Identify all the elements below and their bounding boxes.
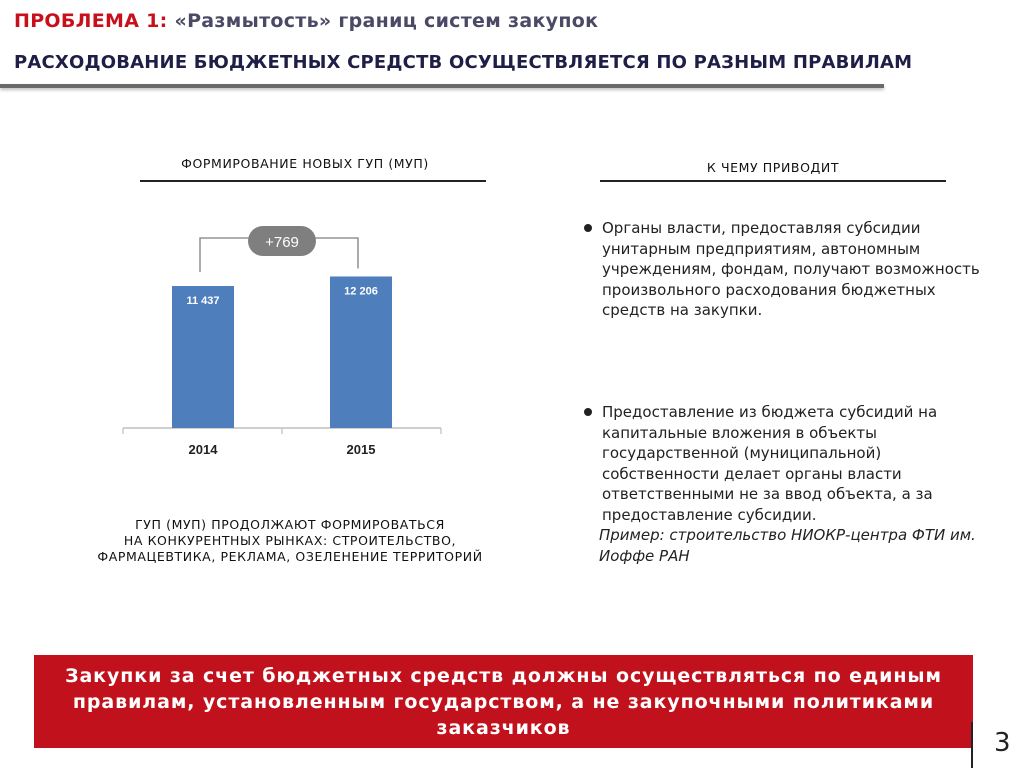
bar-value-label: 12 206 <box>344 285 378 298</box>
slide-title <box>14 10 598 32</box>
bar-2014 <box>172 286 234 428</box>
title-divider <box>0 84 884 88</box>
bullet-text-2: Предоставление из бюджета субсидий на капитальные вложения в объекты государственной (муниципальной) собственности делает органы власти ответственными не за ввод объекта, а за предоставление субсидии. <box>602 403 938 524</box>
category-label: 2015 <box>346 442 376 457</box>
problem-label: ПРОБЛЕМА 1: <box>14 10 168 32</box>
footer-divider <box>971 722 973 768</box>
bullet-item-1 <box>582 218 982 321</box>
bullet-icon <box>584 224 592 232</box>
category-label: 2014 <box>188 442 218 457</box>
slide-subtitle: РАСХОДОВАНИЕ БЮДЖЕТНЫХ СРЕДСТВ ОСУЩЕСТВЛЯЕТСЯ ПО РАЗНЫМ ПРАВИЛАМ <box>14 52 913 73</box>
bar-chart-svg <box>118 210 448 470</box>
right-section-heading: К ЧЕМУ ПРИВОДИТ <box>706 160 840 175</box>
problem-title: «Размытость» границ систем закупок <box>174 10 599 32</box>
bullet-item-2 <box>582 402 982 566</box>
left-section-rule <box>140 180 486 182</box>
bar-2015 <box>330 276 392 428</box>
bullet-icon <box>584 408 592 416</box>
bar-value-label: 11 437 <box>186 295 220 308</box>
example-text: Пример: строительство НИОКР-центра ФТИ им. Иоффе РАН <box>599 526 976 565</box>
conclusion-text: Закупки за счет бюджетных средств должны осуществляться по единым правилам, установленным государством, а не закупочными политиками заказчиков <box>65 664 942 739</box>
page-number: 3 <box>994 728 1011 758</box>
bar-chart <box>118 210 448 470</box>
left-section-note: ГУП (МУП) ПРОДОЛЖАЮТ ФОРМИРОВАТЬСЯ НА КОНКУРЕНТНЫХ РЫНКАХ: СТРОИТЕЛЬСТВО, ФАРМАЦЕВТИКА, РЕКЛАМА, ОЗЕЛЕНЕНИЕ ТЕРРИТОРИЙ <box>97 517 483 564</box>
conclusion-banner <box>34 655 973 748</box>
right-section-rule <box>600 180 946 182</box>
left-section-heading: ФОРМИРОВАНИЕ НОВЫХ ГУП (МУП) <box>181 156 429 171</box>
bullet-text-1: Органы власти, предоставляя субсидии унитарным предприятиям, автономным учреждениям, фондам, получают возможность произвольного расходования бюджетных средств на закупки. <box>602 219 980 319</box>
difference-label: +769 <box>265 234 299 251</box>
